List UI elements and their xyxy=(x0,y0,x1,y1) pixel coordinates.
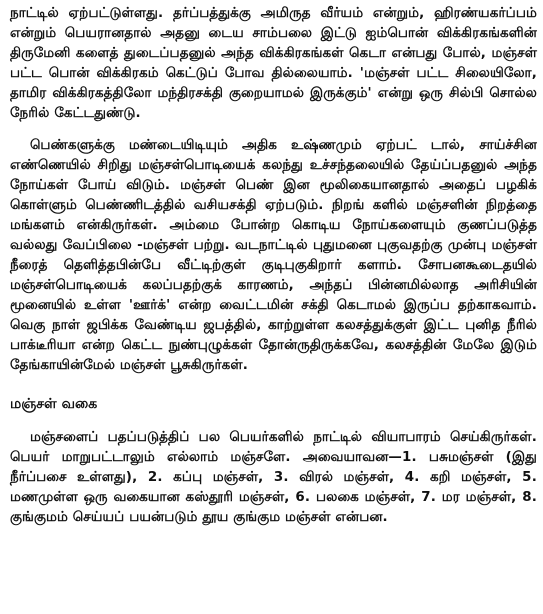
section-heading: மஞ்சள் வகை xyxy=(10,396,98,412)
paragraph-continuation: நாட்டில் ஏற்பட்டுள்ளது. தர்ப்பத்துக்கு அமிருத வீர்யம் என்றும், ஹிரண்யகர்ப்பம் என்றும் பெயரானதால் அதனு டைய சாம்பலை இட்டு ஐம்பொன் விக்கிரகங்களின் திருமேனி களைத் துடைப்பதனுல் அந்த விக்கிரகங்கள் கெடா என்பது போல், மஞ்சள் பட்ட பொன் விக்கிரகம் கெட்டுப் போவ தில்லையாம். 'மஞ்சள் பட்ட சிலையிலோ, தாமிர விக்கிரகத்திலோ மந்திரசக்தி குறையாமல் இருக்கும்' என்று ஒரு சில்பி சொல்ல நேரில் கேட்டதுண்டு. xyxy=(10,6,537,121)
paragraph-turmeric-types: மஞ்சளைப் பதப்படுத்திப் பல பெயர்களில் நாட்டில் வியாபாரம் செய்கிருர்கள். பெயர் மாறுபட்டாலும் எல்லாம் மஞ்சளே. அவையாவன—1. பசுமஞ்சள் (இது நீர்ப்பசை உள்ளது), 2. கப்பு மஞ்சள், 3. விரல் மஞ்சள், 4. கறி மஞ்சள், 5. மணமுள்ள ஒரு வகையான கஸ்தூரி மஞ்சள், 6. பலகை மஞ்சள், 7. மர மஞ்சள், 8. குங்குமம் செய்யப் பயன்படும் தூய குங்கும மஞ்சள் என்பன. xyxy=(10,430,537,525)
paragraph-turmeric-uses: பெண்களுக்கு மண்டையிடியும் அதிக உஷ்ணமும் ஏற்பட் டால், சாய்ச்சின எண்ணெயில் சிறிது மஞ்சள்பொடியைக் கலந்து உச்சந்தலையில் தேய்ப்பதனுல் அந்த நோய்கள் போய் விடும். மஞ்சள் பெண் இன மூலிகையானதால் அதைப் பழகிக் கொள்ளும் பெண்ணிடத்தில் வசியசக்தி ஏற்படும். நிறங் களில் மஞ்சளின் நிறத்தை மங்களம் என்கிருர்கள். அம்மை போன்ற கொடிய நோய்களையும் குணப்படுத்த வல்லது வேப்பிலை -மஞ்சள் பற்று. வடநாட்டில் புதுமனை புகுவதற்கு முன்பு மஞ்சள் நீரைத் தெளித்தபின்பே வீட்டிற்குள் குடிபுகுகிறார் களாம். சோபனகூடைதயில் மஞ்சள்பொடியைக் கலப்பதற்குக் காரணம், அந்தப் பின்னமில்லாத அரிசியின் மூனையில் உள்ள 'ஊர்க்' என்ற வைட்டமின் சக்தி கெடாமல் இருப்ப தற்காகவாம். வெகு நாள் ஜபிக்க வேண்டிய ஜபத்தில், காற்றுள்ள கலசத்துக்குள் இட்ட புனித நீரில் பாக்டீரியா என்ற கெட்ட நுண்புழுக்கள் தோன்ருதிருக்கவே, கலசத்தின் மேலே இடும் தேங்காயின்மேல் மஞ்சள் பூசுகிருர்கள். xyxy=(10,138,537,373)
